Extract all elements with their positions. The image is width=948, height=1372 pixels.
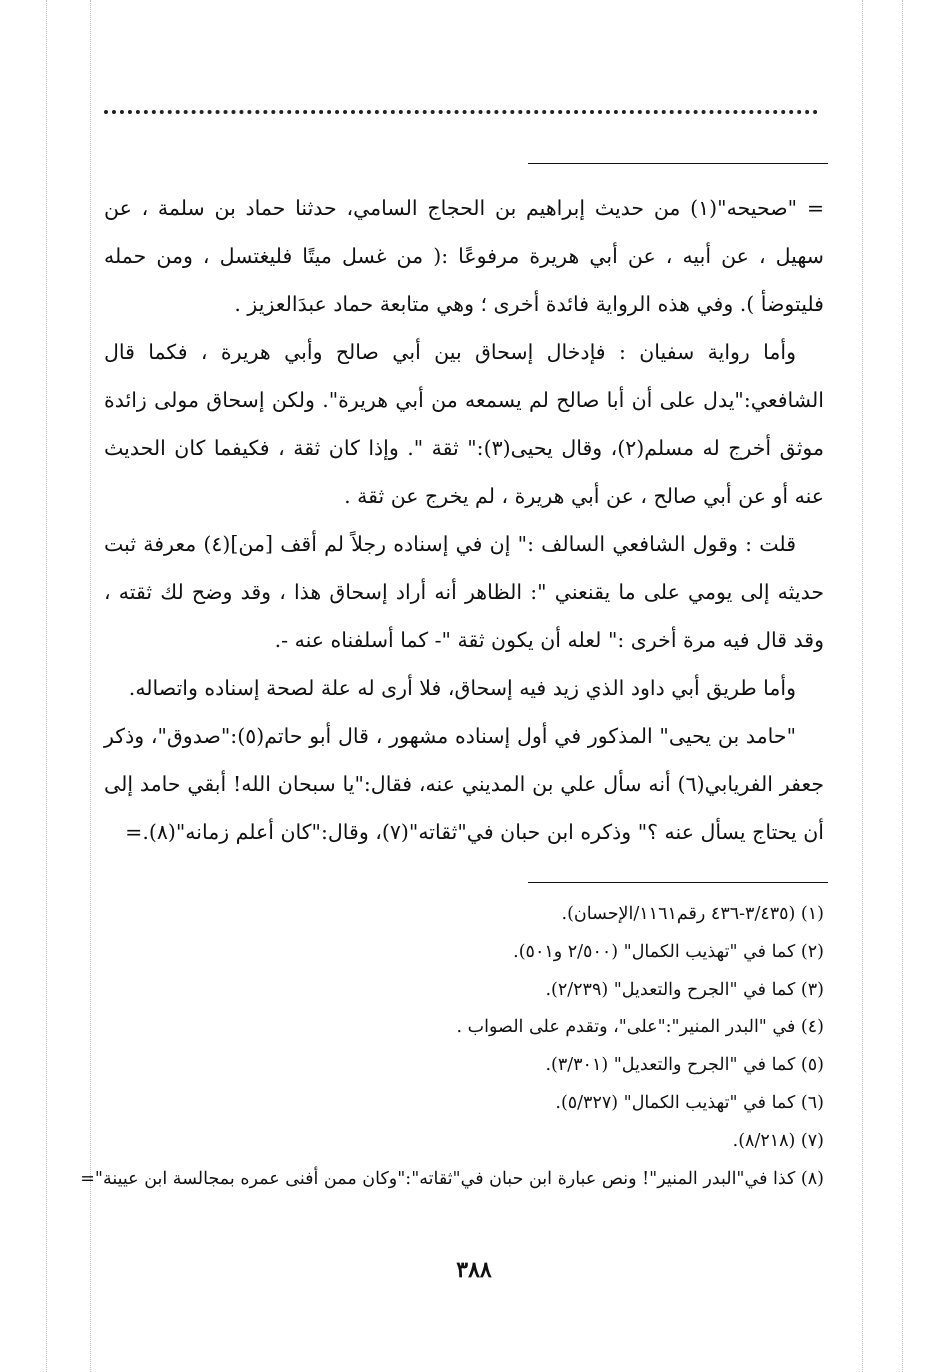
footnote: (١) (٣/٤٣٥-٤٣٦ رقم١١٦١/الإحسان). — [561, 904, 824, 924]
page-number: ٣٨٨ — [456, 1257, 492, 1283]
paragraph: = "صحيحه"(١) من حديث إبراهيم بن الحجاج السامي، حدثنا حماد بن سلمة ، عن سهيل ، عن أبيه ، عن أبي هريرة مرفوعًا :( من غسل ميتًا فليغتسل ، ومن حمله فليتوضأ ). وفي هذه الرواية فائدة أخرى ؛ وهي متابعة حماد عبدَالعزيز . — [104, 196, 824, 316]
footnote: (٢) كما في "تهذيب الكمال" (٢/٥٠٠ و٥٠١). — [513, 941, 824, 962]
footnote: (٧) (٨/٢١٨). — [732, 1130, 824, 1151]
paragraph: "حامد بن يحيى" المذكور في أول إسناده مشهور ، قال أبو حاتم(٥):"صدوق"، وذكر جعفر الفريابي(٦) أنه سأل علي بن المديني عنه، فقال:"يا سبحان الله! أبقي حامد إلى أن يحتاج يسأل عنه ؟" وذكره ابن حبان في"ثقاته"(٧)، وقال:"كان أعلم زمانه"(٨).= — [104, 724, 825, 844]
footnote: (٥) كما في "الجرح والتعديل" (٣/٣٠١). — [545, 1055, 824, 1076]
scan-guide-line — [862, 0, 863, 1372]
footnotes — [80, 896, 824, 1198]
footnote: (٦) كما في "تهذيب الكمال" (٥/٣٢٧). — [555, 1092, 824, 1113]
scan-guide-line — [902, 0, 903, 1372]
footnote: (٣) كما في "الجرح والتعديل" (٢/٢٣٩). — [545, 979, 824, 1000]
footnote: (٤) في "البدر المنير":"على"، وتقدم على الصواب . — [456, 1017, 824, 1038]
header-dotted-rule — [104, 110, 818, 114]
paragraph: قلت : وقول الشافعي السالف :" إن في إسناده رجلاً لم أقف [من](٤) معرفة ثبت حديثه إلى يومي على ما يقنعني ": الظاهر أنه أراد إسحاق هذا ، وقد وضح لك ثقته ، وقد قال فيه مرة أخرى :" لعله أن يكون ثقة "- كما أسلفناه عنه -. — [104, 532, 824, 652]
paragraph: وأما رواية سفيان : فإدخال إسحاق بين أبي صالح وأبي هريرة ، فكما قال الشافعي:"يدل على أن أبا صالح لم يسمعه من أبي هريرة". ولكن إسحاق مولى زائدة موثق أخرج له مسلم(٢)، وقال يحيى(٣):" ثقة ". وإذا كان ثقة ، فكيفما كان الحديث عنه أو عن أبي صالح ، عن أبي هريرة ، لم يخرج عن ثقة . — [104, 340, 824, 508]
footnote: (٨) كذا في"البدر المنير"! ونص عبارة ابن حبان في"ثقاته":"وكان ممن أفنى عمره بمجالسة ابن عيينة"= — [80, 1168, 824, 1189]
continuation-rule — [528, 163, 828, 164]
scan-guide-line — [46, 0, 47, 1372]
main-text — [104, 184, 824, 856]
footnote-separator — [528, 882, 828, 883]
paragraph: وأما طريق أبي داود الذي زيد فيه إسحاق، فلا أرى له علة لصحة إسناده واتصاله. — [128, 676, 796, 700]
